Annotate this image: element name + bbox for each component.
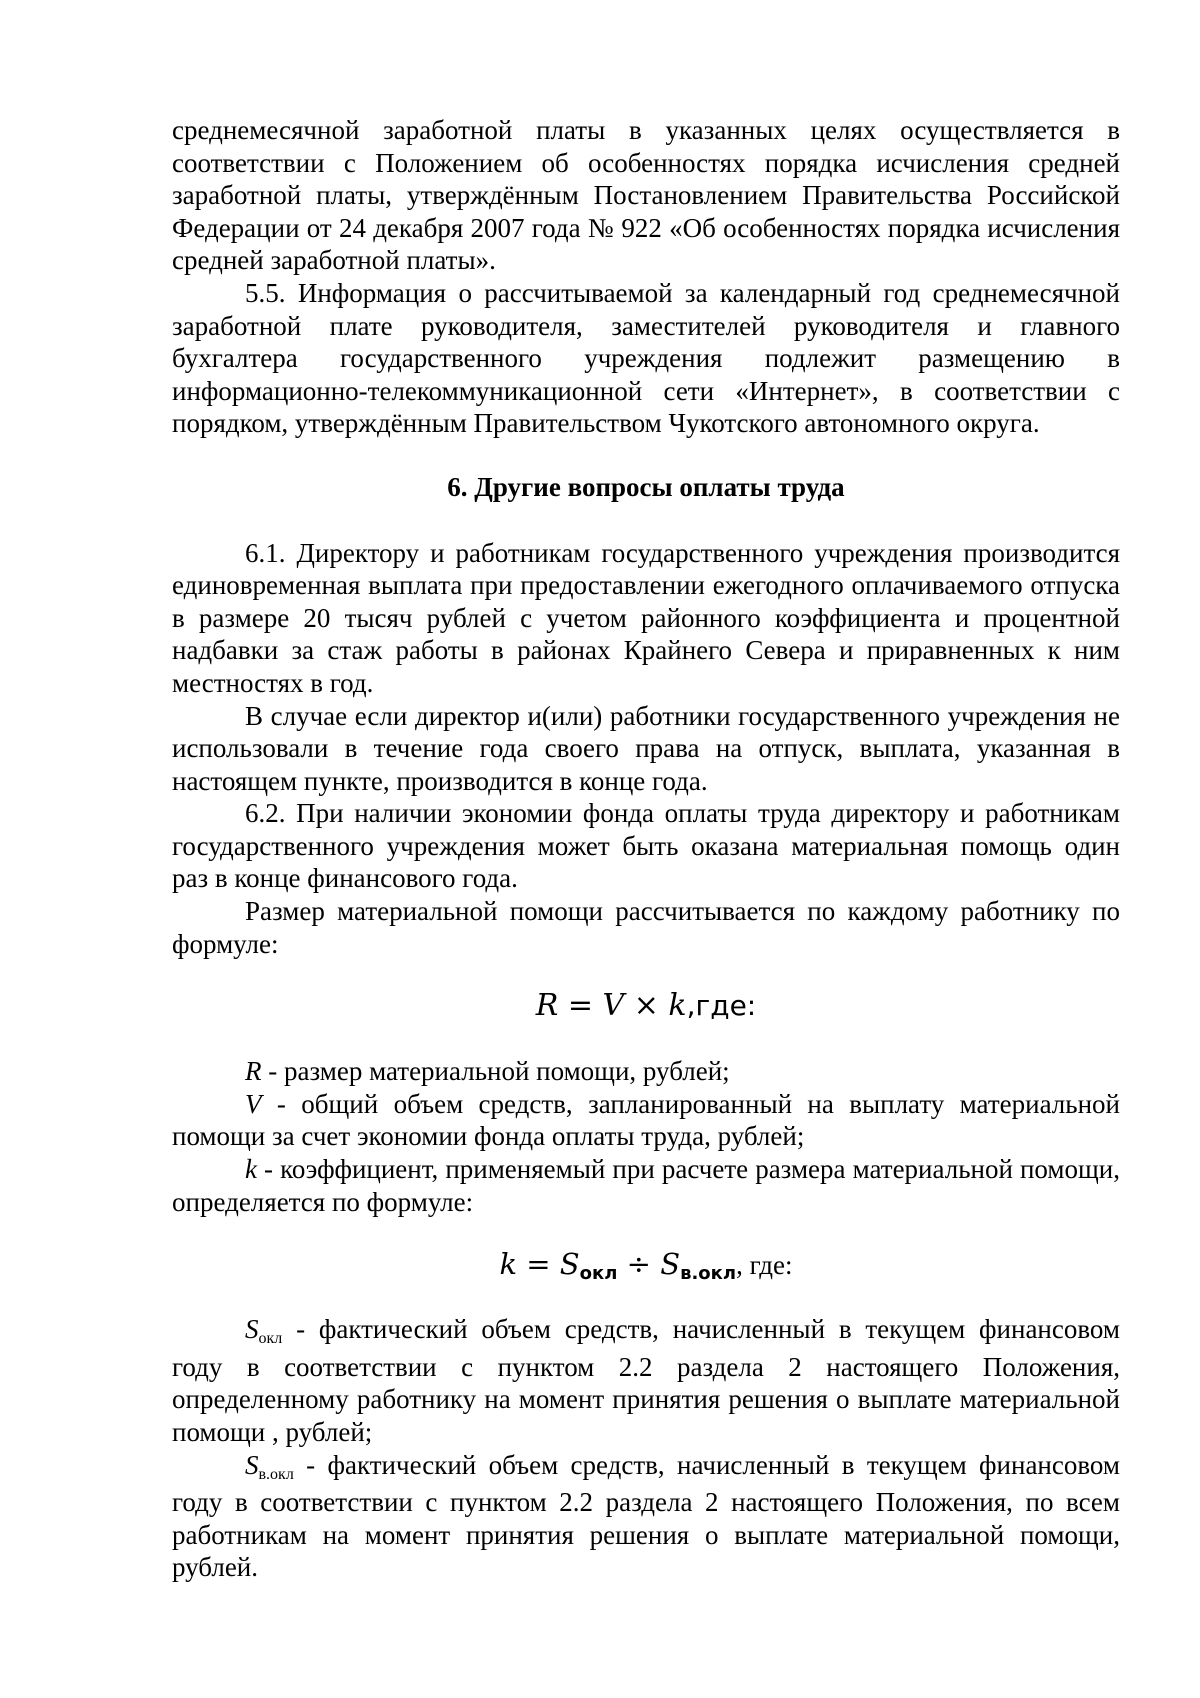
section-heading-6: 6. Другие вопросы оплаты труда <box>447 471 845 502</box>
paragraph-6-2: 6.2. При наличии экономии фонда оплаты труда директору и работникам государственного учреждения может быть оказана материальная помощь один раз в конце финансового года. <box>172 798 1120 894</box>
paragraph-6-2-b: Размер материальной помощи рассчитывается по каждому работнику по формуле: <box>172 896 1120 959</box>
paragraph-6-1: 6.1. Директору и работникам государственного учреждения производится единовременная выплата при предоставлении ежегодного оплачиваемого отпуска в размере 20 тысяч рублей с учетом районного коэффициента и процентной надбавки за стаж работы в районах Крайнего Севера и приравненных к ним местностях в год. <box>172 537 1120 698</box>
definition-r-text: - размер материальной помощи, рублей; <box>261 1056 730 1087</box>
formula-coefficient-sub1: окл <box>579 1263 618 1285</box>
formula-coefficient-div: ÷ S <box>617 1247 681 1282</box>
definition-k <box>172 1153 1120 1218</box>
formula-material-aid <box>172 986 1120 1026</box>
definition-v <box>172 1088 1120 1153</box>
definition-s-okl <box>172 1313 1120 1448</box>
definition-r-var: R <box>245 1056 262 1087</box>
paragraph-5-5: 5.5. Информация о рассчитываемой за календарный год среднемесячной заработной плате руководителя, заместителей руководителя и главного бухгалтера государственного учреждения подлежит размещению в информационно-телекоммуникационной сети «Интернет», в соответствии с порядком, утверждённым Правительством Чукотского автономного округа. <box>172 277 1120 439</box>
definition-k-text: - коэффициент, применяемый при расчете размера материальной помощи, определяется по формуле: <box>172 1154 1120 1217</box>
document-page <box>172 114 1120 1584</box>
paragraph-6-1-b: В случае если директор и(или) работники государственного учреждения не использовали в течение года своего права на отпуск, выплата, указанная в настоящем пункте, производится в конце года. <box>172 700 1120 796</box>
formula-material-aid-expression: R = V × k <box>535 988 687 1024</box>
formula-coefficient-k: k = S <box>499 1247 580 1282</box>
formula-coefficient-tail: , где: <box>736 1250 793 1281</box>
formula-material-aid-tail: ,где: <box>686 989 757 1023</box>
definition-s-v-okl-var: S <box>245 1449 259 1480</box>
formula-coefficient <box>172 1244 1120 1284</box>
definition-r <box>172 1055 1120 1088</box>
definition-s-v-okl-sub: в.окл <box>258 1465 294 1483</box>
definition-k-var: k <box>245 1154 257 1185</box>
definition-s-v-okl <box>172 1449 1120 1584</box>
formula-coefficient-sub2: в.окл <box>680 1263 737 1285</box>
definition-s-okl-text: - фактический объем средств, начисленный в текущем финансовом году в соответствии с пунктом 2.2 раздела 2 настоящего Положения, определенному работнику на момент принятия решения о выплате материальной помощи , рублей; <box>172 1314 1120 1447</box>
paragraph-intro: среднемесячной заработной платы в указанных целях осуществляется в соответствии с Положением об особенностях порядка исчисления средней заработной платы, утверждённым Постановлением Правительства Российской Федерации от 24 декабря 2007 года № 922 «Об особенностях порядка исчисления средней заработной платы». <box>172 115 1120 276</box>
definition-s-okl-var: S <box>245 1314 259 1345</box>
definition-v-text: - общий объем средств, запланированный на выплату материальной помощи за счет экономии фонда оплаты труда, рублей; <box>172 1088 1120 1152</box>
definition-v-var: V <box>245 1088 262 1119</box>
definition-s-v-okl-text: - фактический объем средств, начисленный в текущем финансовом году в соответствии с пунктом 2.2 раздела 2 настоящего Положения, по всем работникам на момент принятия решения о выплате материальной помощи, рублей. <box>172 1449 1120 1583</box>
definition-s-okl-sub: окл <box>258 1330 283 1348</box>
